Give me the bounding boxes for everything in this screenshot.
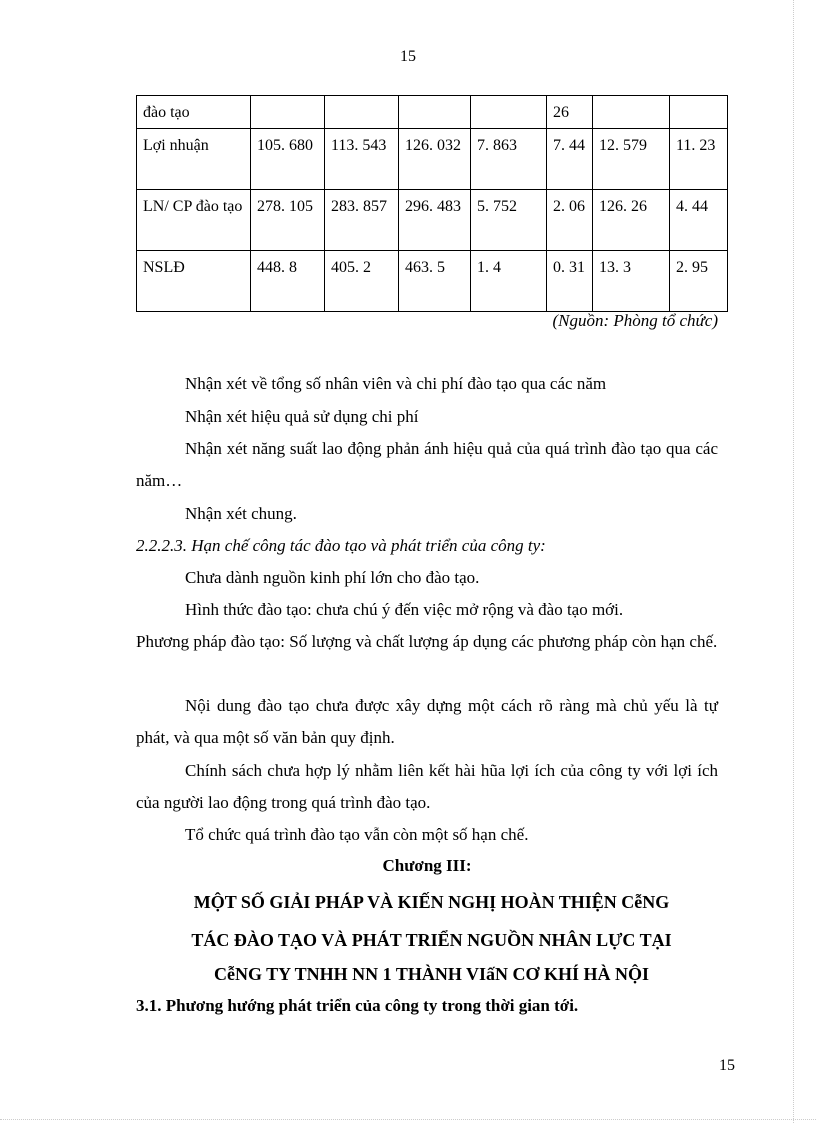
paragraph: Nhận xét năng suất lao động phản ánh hiệu quả của quá trình đào tạo qua các năm…: [136, 439, 718, 490]
paragraph: Hình thức đào tạo: chưa chú ý đến việc mở rộng và đào tạo mới.: [185, 600, 624, 619]
table-cell: 2. 95: [670, 251, 728, 312]
table-cell: [251, 96, 325, 129]
table-cell: 12. 579: [593, 129, 670, 190]
table-row: [137, 190, 728, 251]
page-edge-right: [793, 0, 794, 1123]
page-number-top: 15: [400, 48, 416, 65]
paragraph: Chưa dành nguồn kinh phí lớn cho đào tạo.: [185, 568, 480, 587]
section-heading: 3.1. Phương hướng phát triển của công ty trong thời gian tới.: [136, 996, 579, 1015]
chapter-title-line: MỘT SỐ GIẢI PHÁP VÀ KIẾN NGHỊ HOÀN THIỆN CễNG: [193, 892, 670, 912]
table-row: [137, 96, 728, 129]
table-cell: 296. 483: [399, 190, 471, 251]
chapter-label: Chương III:: [382, 856, 472, 875]
table-cell: 1. 4: [471, 251, 547, 312]
table-row: [137, 129, 728, 190]
data-table: [136, 95, 728, 312]
table-cell: 126. 26: [593, 190, 670, 251]
chapter-title-line: CễNG TY TNHH NN 1 THÀNH VIấN CƠ KHÍ HÀ NỘI: [213, 964, 650, 984]
table-cell: 113. 543: [325, 129, 399, 190]
table-cell: 0. 31: [547, 251, 593, 312]
table-cell: 463. 5: [399, 251, 471, 312]
table-cell: 283. 857: [325, 190, 399, 251]
table-cell: 4. 44: [670, 190, 728, 251]
table-cell: [471, 96, 547, 129]
table-cell: đào tạo: [137, 96, 251, 129]
table-source-note: (Nguồn: Phòng tổ chức): [552, 311, 718, 330]
page-edge-bottom: [0, 1119, 816, 1120]
paragraph: Chính sách chưa hợp lý nhằm liên kết hài hũa lợi ích của công ty với lợi ích của người lao động trong quá trình đào tạo.: [136, 761, 718, 812]
table-cell: 278. 105: [251, 190, 325, 251]
table-cell: [670, 96, 728, 129]
table-cell: 13. 3: [593, 251, 670, 312]
paragraph: Nội dung đào tạo chưa được xây dựng một cách rõ ràng mà chủ yếu là tự phát, và qua một số văn bản quy định.: [136, 696, 718, 747]
table-cell: LN/ CP đào tạo: [137, 190, 251, 251]
paragraph: Nhận xét về tổng số nhân viên và chi phí đào tạo qua các năm: [185, 374, 607, 393]
table-cell: NSLĐ: [137, 251, 251, 312]
table-cell: 405. 2: [325, 251, 399, 312]
table-cell: 26: [547, 96, 593, 129]
table-cell: 126. 032: [399, 129, 471, 190]
table-cell: [399, 96, 471, 129]
table-cell: [593, 96, 670, 129]
table-cell: 448. 8: [251, 251, 325, 312]
paragraph: Nhận xét chung.: [185, 504, 297, 523]
table-cell: Lợi nhuận: [137, 129, 251, 190]
table-cell: 105. 680: [251, 129, 325, 190]
table-cell: 11. 23: [670, 129, 728, 190]
table-row: [137, 251, 728, 312]
table-cell: 7. 44: [547, 129, 593, 190]
paragraph: Nhận xét hiệu quả sử dụng chi phí: [185, 407, 419, 426]
chapter-title-line: TÁC ĐÀO TẠO VÀ PHÁT TRIỂN NGUỒN NHÂN LỰC TẠI: [191, 930, 672, 950]
page-number-bottom: 15: [719, 1057, 735, 1074]
paragraph: Tổ chức quá trình đào tạo vẫn còn một số hạn chế.: [185, 825, 529, 844]
table-cell: 2. 06: [547, 190, 593, 251]
subsection-heading: 2.2.2.3. Hạn chế công tác đào tạo và phát triển của công ty:: [136, 536, 546, 555]
table-cell: [325, 96, 399, 129]
paragraph: Phương pháp đào tạo: Số lượng và chất lượng áp dụng các phương pháp còn hạn chế.: [136, 632, 718, 651]
table-cell: 7. 863: [471, 129, 547, 190]
table-cell: 5. 752: [471, 190, 547, 251]
